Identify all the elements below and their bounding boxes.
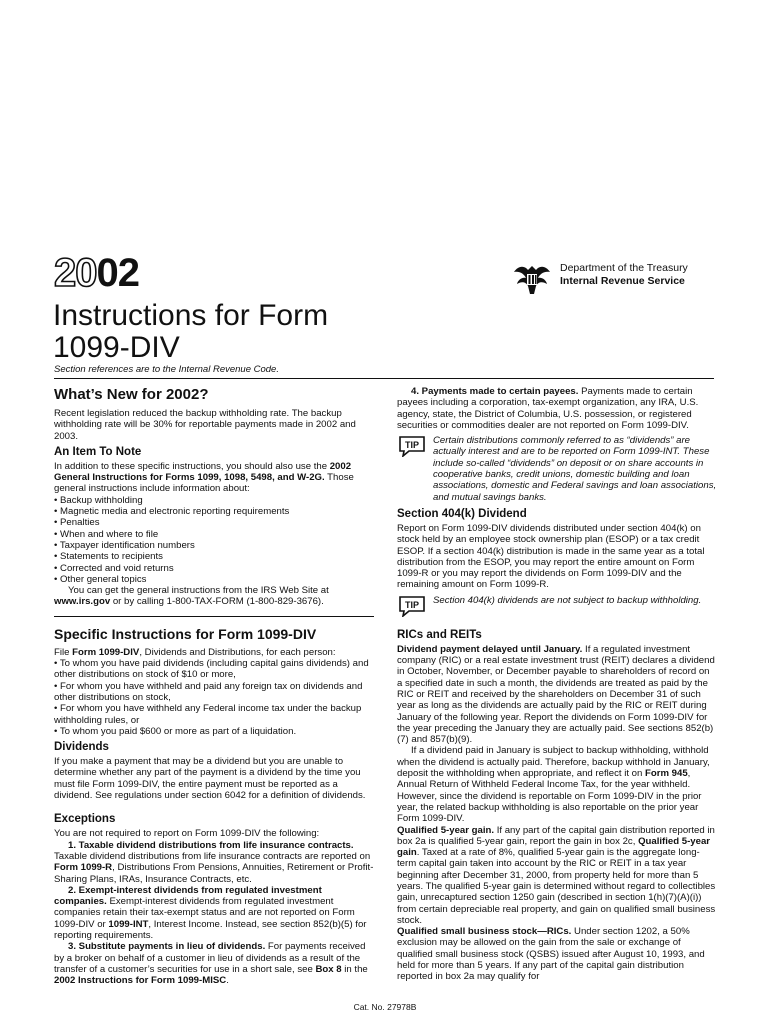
exception-4: 4. Payments made to certain payees. Payments made to certain payees including a corporation, tax-exempt organization, any IRA, U.S. agency, state, the District of Columbia, U.S. possession, or registered securities or commodities dealer are not reported on Form 1099-DIV. <box>397 386 699 431</box>
agency-block <box>512 262 688 296</box>
exceptions-intro: You are not required to report on Form 1099-DIV the following: <box>54 828 320 840</box>
whats-new-heading: What’s New for 2002? <box>54 386 209 403</box>
tip-icon <box>397 435 427 457</box>
qualified-5-year-gain-text: Qualified 5-year gain. If any part of the capital gain distribution reported in box 2a is qualified 5-year gain, report the gain in box 2c, Qualified 5-year gain. Taxed at a rate of 8%, qualified 5-year gain is the aggregate long-term capital gain taken into account by the RIC or REIT in a tax year beginning after December 31, 2000, from property held for more than 5 years. The qualified 5-year gain is determined without regard to collectibles gain, unrecaptured section 1250 gain (described in section 1(h)(7)(A)(i)) from certain depreciable real property, and gain on qualified small business stock. <box>397 824 716 926</box>
list-item: • Penalties <box>54 517 374 528</box>
list-item: • To whom you have paid dividends (including capital gains dividends) and other distributions on stock of $10 or more, <box>54 658 374 681</box>
list-item: • Corrected and void returns <box>54 563 374 574</box>
page-title <box>53 300 473 364</box>
title-line-2: 1099-DIV <box>53 331 180 364</box>
january-backup-text: If a dividend paid in January is subject to backup withholding, withhold when the dividend is actually paid. Therefore, backup withhold in January, deposit the withholding when appropriate, and reflect it on Form 945, Annual Return of Withheld Federal Income Tax, for the year withheld. However, since the dividend is reportable on Form 1099-DIV in the prior year, the related backup withholding is also reportable on the prior year Form 1099-DIV. <box>397 745 710 825</box>
exception-2: 2. Exempt-interest dividends from regulated investment companies. Exempt-interest dividends from regulated investment companies retain their tax-exempt status and are not reported on Form 1099-DIV or 1099-INT, Interest Income. Instead, see section 852(b)(5) for reporting requirements. <box>54 884 367 941</box>
dividend-delayed-text: Dividend payment delayed until January. If a regulated investment company (RIC) or a real estate investment trust (REIT) declares a dividend in October, November, or December payable to shareholders of record on a specified date in such a month, the dividends are treated as paid by the RIC or REIT and received by the shareholders on December 31 of such year as long as the dividends are actually paid by the RIC or REIT during January of the following year. Report the dividends on Form 1099-DIV for the year preceding the January they are actually paid. See sections 852(b)(7) and 857(b)(9). <box>397 643 715 746</box>
tip-label: TIP <box>404 440 420 451</box>
catalog-number: Cat. No. 27978B <box>353 1002 417 1012</box>
list-item: • When and where to file <box>54 529 374 540</box>
list-item: • Statements to recipients <box>54 551 374 562</box>
irs-web-link[interactable]: www.irs.gov <box>54 596 111 608</box>
year-heading <box>54 253 139 293</box>
tip-box <box>397 435 717 503</box>
list-item: • Magnetic media and electronic reporting requirements <box>54 506 374 517</box>
list-item: • For whom you have withheld any Federal income tax under the backup withholding rules, or <box>54 703 374 726</box>
tip-icon <box>397 595 427 617</box>
whats-new-text: Recent legislation reduced the backup withholding rate. The backup withholding rate will be 30% for reportable payments made in 2002 and 2003. <box>54 408 356 442</box>
exceptions-heading: Exceptions <box>54 813 116 826</box>
rics-reits-heading: RICs and REITs <box>397 628 482 641</box>
year-bold-digits: 02 <box>96 251 139 295</box>
web-site-text: You can get the general instructions from the IRS Web Site at www.irs.gov or by calling 1-800-TAX-FORM (1-800-829-3676). <box>54 585 329 608</box>
left-column <box>54 386 374 986</box>
general-topics-list <box>54 495 374 585</box>
irs-eagle-logo-icon <box>512 262 552 296</box>
section-404k-heading: Section 404(k) Dividend <box>397 507 527 520</box>
list-item: • To whom you paid $600 or more as part of a liquidation. <box>54 726 374 737</box>
tip-box <box>397 595 717 617</box>
persons-list <box>54 658 374 737</box>
item-to-note-heading: An Item To Note <box>54 445 142 458</box>
header-divider <box>54 378 714 379</box>
year-outline-digits: 20 <box>54 251 97 295</box>
section-reference-note: Section references are to the Internal Revenue Code. <box>54 364 279 375</box>
tip-label: TIP <box>404 599 420 610</box>
specific-instructions-heading: Specific Instructions for Form 1099-DIV <box>54 616 374 643</box>
tip-text-404k: Section 404(k) dividends are not subject to backup withholding. <box>433 594 702 606</box>
exception-3: 3. Substitute payments in lieu of dividends. For payments received by a broker on behalf of a customer in lieu of dividends as a result of the transfer of a customer’s securities for use in a short sale, see Box 8 in the 2002 Instructions for Form 1099-MISC. <box>54 941 368 987</box>
specific-instructions-text: File Form 1099-DIV, Dividends and Distributions, for each person: <box>54 646 336 658</box>
agency-name: Internal Revenue Service <box>560 275 685 287</box>
qualified-small-business-text: Qualified small business stock—RICs. Under section 1202, a 50% exclusion may be allowed on the gain from the sale or exchange of qualified small business stock (QSBS) issued after August 10, 1993, and held for more than 5 years. If any part of the capital gain distribution reported in box 2a may qualify for <box>397 926 705 983</box>
dividends-text: If you make a payment that may be a dividend but you are unable to determine whether any part of the payment is a dividend by the time you must file Form 1099-DIV, the entire payment must be reported as a dividend. See regulations under section 6042 for a definition of dividends. <box>54 756 366 802</box>
list-item: • Backup withholding <box>54 495 374 506</box>
title-line-1: Instructions for Form <box>53 299 329 332</box>
list-item: • Other general topics <box>54 574 374 585</box>
section-404k-text: Report on Form 1099-DIV dividends distributed under section 404(k) on stock held by an employee stock ownership plan (ESOP) or a tax credit ESOP. If a section 404(k) distribution is made in the same year as a total distribution from the ESOP, you may report the entire amount on Form 1099-R or you may report the dividends on Form 1099-DIV and the remaining amount on Form 1099-R. <box>397 522 705 591</box>
list-item: • For whom you have withheld and paid any foreign tax on dividends and other distributions on stock, <box>54 681 374 704</box>
item-to-note-text: In addition to these specific instructions, you should also use the 2002 General Instructions for Forms 1099, 1098, 5498, and W-2G. Those general instructions include information about: <box>54 460 354 495</box>
dividends-heading: Dividends <box>54 741 109 754</box>
list-item: • Taxpayer identification numbers <box>54 540 374 551</box>
exception-1: 1. Taxable dividend distributions from life insurance contracts. Taxable dividend distributions from life insurance contracts are reported on Form 1099-R, Distributions From Pensions, Annuities, Retirement or Profit-Sharing Plans, IRAs, Insurance Contracts, etc. <box>54 839 374 885</box>
department-name: Department of the Treasury <box>560 262 688 274</box>
right-column <box>397 386 717 983</box>
tip-text-interest: Certain distributions commonly referred to as “dividends” are actually interest and are to be reported on Form 1099-INT. These include so-called “dividends” on deposit or on share accounts in cooperative banks, credit unions, domestic building and loan associations, domestic and Federal savings and loan associations, and mutual savings banks. <box>433 435 717 503</box>
